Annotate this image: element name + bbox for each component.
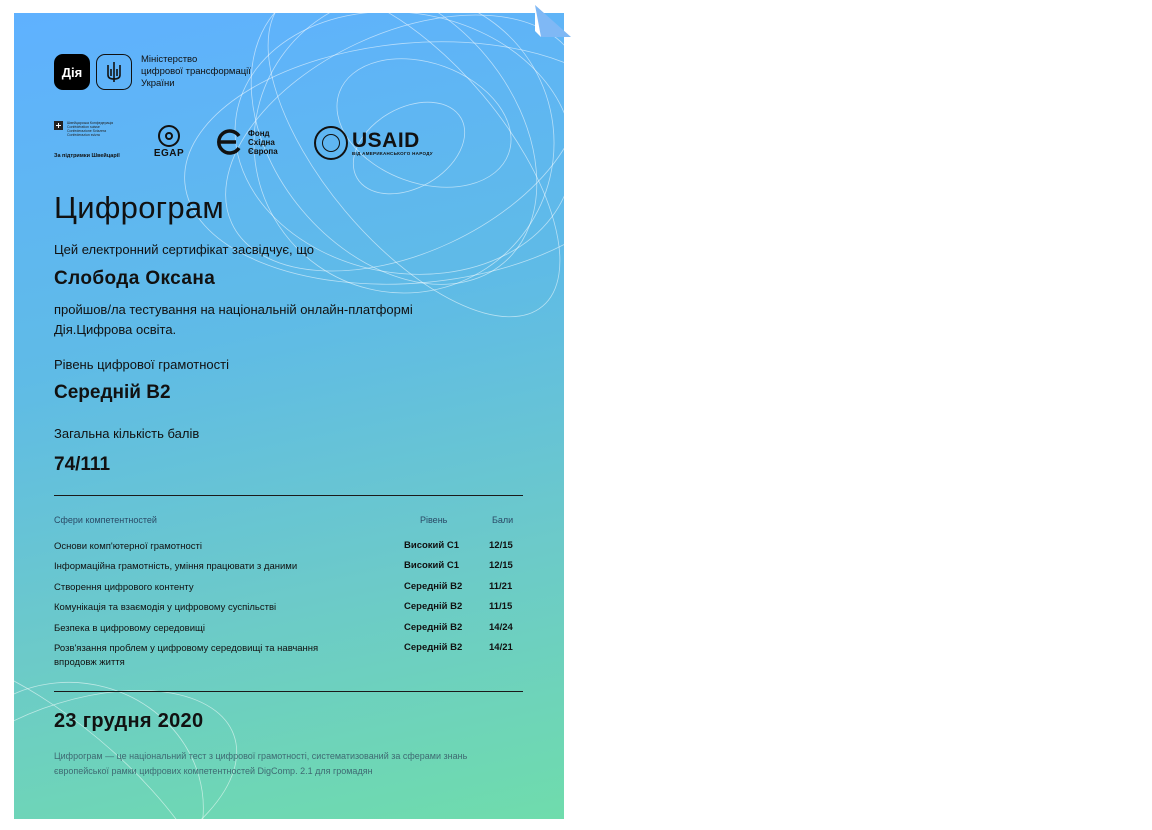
row-score: 14/24 [489, 622, 513, 633]
table-header-score: Бали [492, 515, 514, 525]
certify-text: Цей електронний сертифікат засвідчує, що [54, 242, 315, 257]
certificate-date: 23 грудня 2020 [54, 710, 204, 732]
table-row [54, 601, 524, 621]
swiss-line: Confederaziun svizra [67, 133, 100, 137]
usaid-text: USAID [352, 129, 420, 152]
ministry-line: Міністерство [141, 54, 198, 65]
swiss-line: Confédération suisse [67, 125, 100, 129]
score-label: Загальна кількість балів [54, 426, 200, 441]
swiss-caption: За підтримки Швейцарії [54, 153, 120, 159]
diia-logo: Дія [54, 54, 90, 90]
egap-text: EGAP [153, 148, 185, 159]
row-area: Безпека в цифровому середовищі [54, 623, 205, 634]
fond-icon [214, 127, 244, 157]
row-area: Основи комп'ютерної грамотності [54, 541, 202, 552]
ministry-line: цифрової трансформації [141, 66, 251, 77]
level-value: Середній B2 [54, 382, 171, 403]
swiss-line: Швейцарська Конфедерація [67, 121, 114, 125]
usaid-seal-icon [314, 126, 348, 160]
ministry-line: України [141, 78, 175, 89]
trident-icon [96, 54, 132, 90]
row-level: Середній B2 [404, 622, 463, 633]
row-level: Середній B2 [404, 581, 463, 592]
row-area: Створення цифрового контенту [54, 582, 194, 593]
usaid-logo [314, 126, 433, 160]
table-row [54, 540, 524, 560]
divider [54, 495, 523, 496]
fond-line: Європа [248, 146, 278, 156]
table-row [54, 642, 524, 672]
row-score: 11/21 [489, 581, 513, 592]
passed-text: пройшов/ла тестування на національній онлайн-платформі Дія.Цифрова освіта. [54, 302, 413, 337]
ministry-name [141, 54, 251, 90]
certificate [14, 13, 564, 819]
table-row [54, 560, 524, 580]
swiss-line: Confederazione Svizzera [67, 129, 107, 133]
row-score: 12/15 [489, 540, 513, 551]
footer-text: Цифрограм — це національний тест з цифрової грамотності, систематизований за сферами знань європейської рамки цифрових компетентностей DigComp. 2.1 для громадян [54, 751, 468, 776]
fond-line: Східна [248, 137, 275, 147]
table-header-level: Рівень [420, 515, 448, 525]
swiss-flag-icon [54, 121, 63, 130]
row-score: 11/15 [489, 601, 513, 612]
table-row [54, 622, 524, 642]
level-label: Рівень цифрової грамотності [54, 357, 229, 372]
egap-logo [151, 125, 187, 159]
header [54, 54, 251, 90]
score-value: 74/111 [54, 454, 111, 475]
row-area: Інформаційна грамотність, уміння працювати з даними [54, 561, 298, 572]
usaid-subtext: ВІД АМЕРИКАНСЬКОГО НАРОДУ [352, 151, 433, 156]
row-level: Високий C1 [404, 540, 460, 551]
page-fold-icon [535, 5, 571, 43]
table-row [54, 581, 524, 601]
fond-line: Фонд [248, 128, 270, 138]
swiss-logo [54, 121, 129, 159]
row-level: Високий C1 [404, 560, 460, 571]
row-score: 12/15 [489, 560, 513, 571]
fond-logo [214, 127, 278, 157]
certificate-title: Цифрограм [54, 190, 225, 225]
row-score: 14/21 [489, 642, 513, 653]
divider [54, 691, 523, 692]
row-level: Середній B2 [404, 642, 463, 653]
partner-logos [54, 119, 454, 165]
recipient-name: Слобода Оксана [54, 268, 216, 289]
row-level: Середній B2 [404, 601, 463, 612]
table-header-area: Сфери компетентностей [54, 515, 157, 525]
row-area: Комунікація та взаємодія у цифровому суспільстві [54, 602, 277, 613]
row-area: Розв'язання проблем у цифровому середовищі та навчання впродовж життя [54, 643, 319, 668]
egap-mark-icon [158, 125, 180, 147]
